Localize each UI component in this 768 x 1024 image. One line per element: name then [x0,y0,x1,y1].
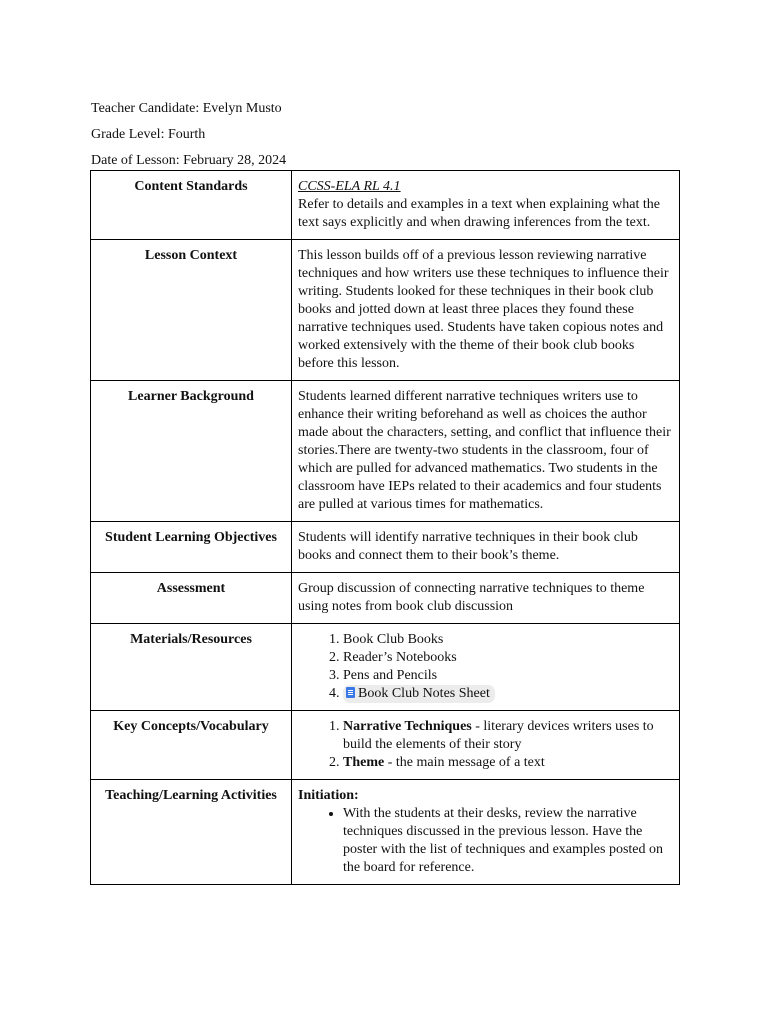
list-item [343,685,673,703]
row-label: Materials/Resources [91,624,292,711]
row-label: Key Concepts/Vocabulary [91,711,292,780]
row-content-standards [91,171,680,240]
vocab-term: Narrative Techniques [343,719,472,734]
vocabulary-list [298,718,673,772]
vocab-term: Theme [343,755,385,770]
row-content: Group discussion of connecting narrative techniques to theme using notes from book club discussion [292,573,680,624]
lesson-plan-table [90,170,680,885]
teacher-candidate: Teacher Candidate: Evelyn Musto [91,101,282,116]
list-item: • With the students at their desks, review the narrative techniques discussed in the previous lesson. Have the poster with the list of techniques and examples posted on the board for reference. [343,805,673,877]
lesson-header [91,100,286,178]
document-icon [346,687,355,698]
row-content: Students learned different narrative techniques writers use to enhance their writing beforehand as well as choices the author made about the characters, setting, and conflict that influence their stories.There are twenty-two students in the classroom, four of which are pulled for advanced mathematics. Two students in the classroom have IEPs related to their academics and four students are pulled at various times for mathematics. [292,381,680,522]
chip-label: Book Club Notes Sheet [358,686,490,701]
row-materials [91,624,680,711]
activity-bullets [298,805,673,877]
list-item [343,718,673,754]
row-vocabulary [91,711,680,780]
list-item [343,754,673,772]
row-activities [91,780,680,885]
materials-list [298,631,673,703]
row-content: Students will identify narrative techniques in their book club books and connect them to their book’s theme. [292,522,680,573]
row-label: Lesson Context [91,240,292,381]
vocab-definition: - the main message of a text [384,755,545,770]
list-item: 2. Reader’s Notebooks [343,649,673,667]
lesson-date: Date of Lesson: February 28, 2024 [91,153,287,168]
row-label: Assessment [91,573,292,624]
vocab-definition: - literary devices writers uses to build the elements of their story [343,719,654,752]
row-label: Student Learning Objectives [91,522,292,573]
row-assessment [91,573,680,624]
row-content [292,624,680,711]
row-label: Learner Background [91,381,292,522]
list-item: 1. Book Club Books [343,631,673,649]
row-label: Content Standards [91,171,292,240]
row-content [292,711,680,780]
list-item: 3. Pens and Pencils [343,667,673,685]
row-label: Teaching/Learning Activities [91,780,292,885]
grade-level: Grade Level: Fourth [91,127,206,142]
standard-link[interactable]: CCSS-ELA RL 4.1 [298,179,401,194]
activity-heading: Initiation: [298,788,359,803]
standard-text: Refer to details and examples in a text when explaining what the text says explicitly and when drawing inferences from the text. [298,197,660,230]
row-content [292,171,680,240]
row-content: This lesson builds off of a previous lesson reviewing narrative techniques and how writers use these techniques to influence their writing. Students looked for these techniques in their book club books and jotted down at least three places they found these narrative techniques used. Students have taken copious notes and worked extensively with the theme of their book club books before this lesson. [292,240,680,381]
row-learner-background [91,381,680,522]
row-objectives [91,522,680,573]
notes-sheet-chip[interactable] [343,685,495,703]
row-content [292,780,680,885]
row-lesson-context [91,240,680,381]
